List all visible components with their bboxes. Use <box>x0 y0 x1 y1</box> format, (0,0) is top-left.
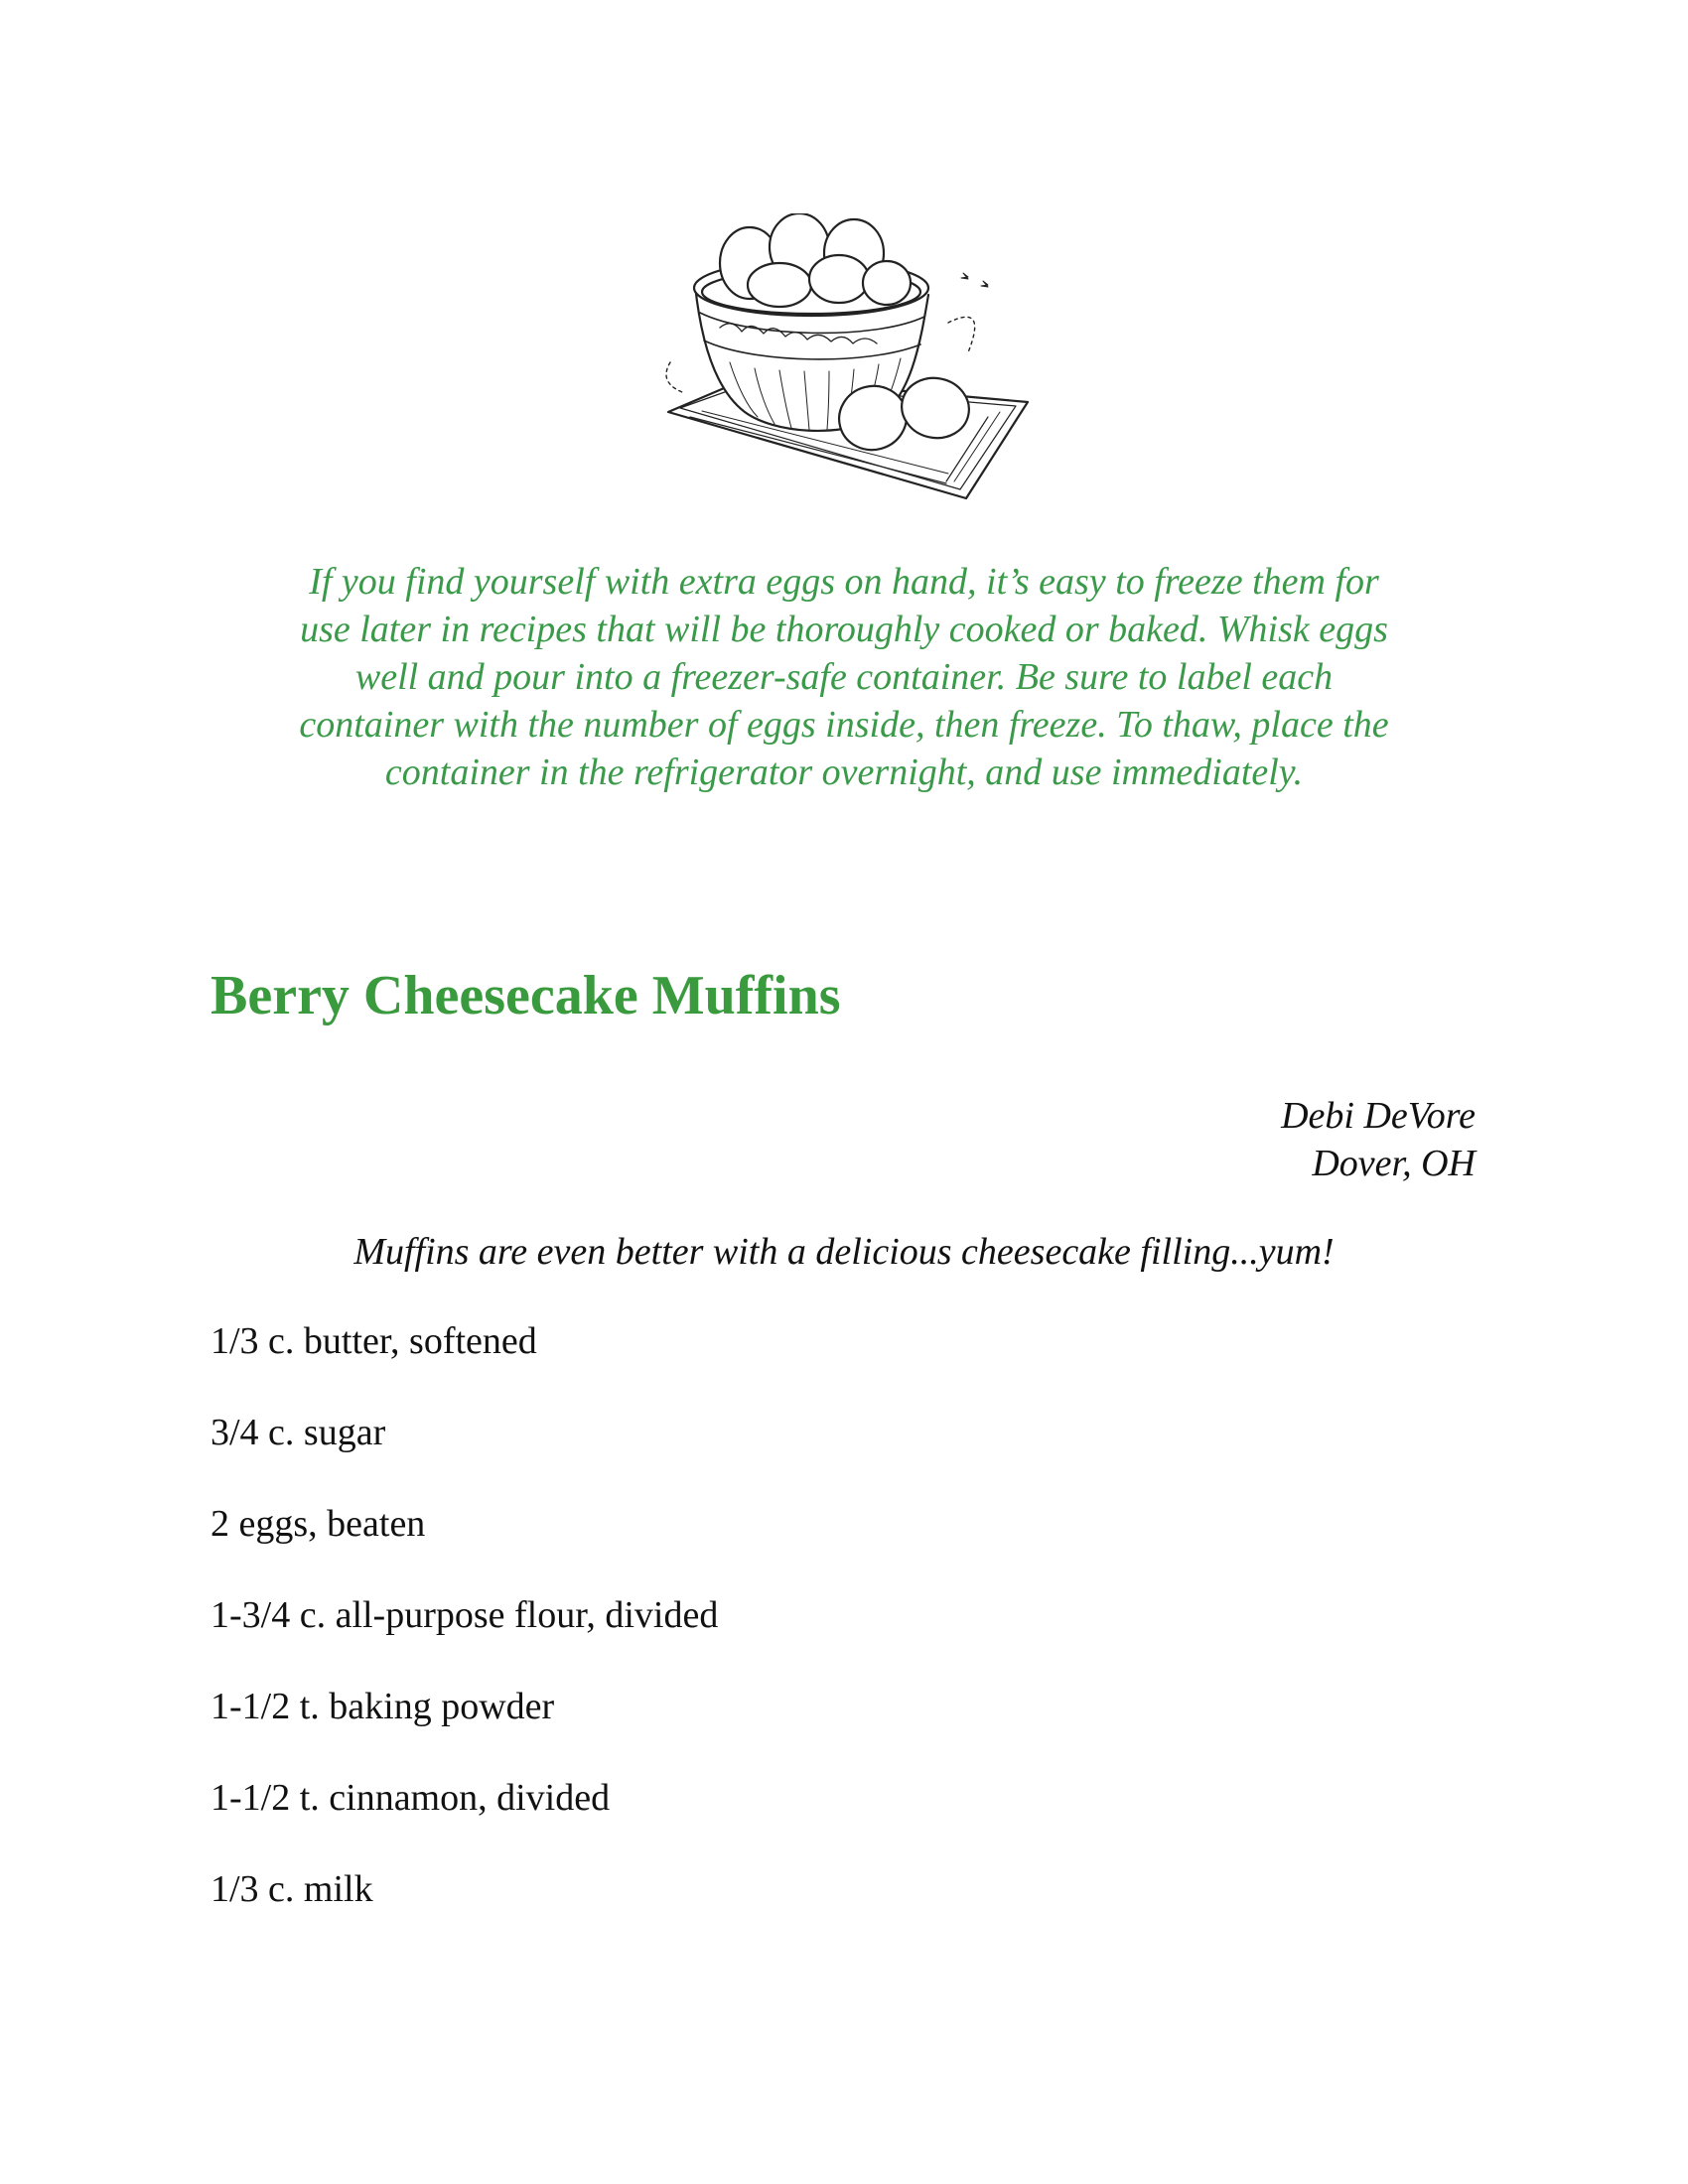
egg-bowl-illustration-icon <box>650 213 1038 511</box>
ingredient-item: 2 eggs, beaten <box>211 1503 426 1545</box>
ingredient-item: 3/4 c. sugar <box>211 1412 386 1453</box>
ingredient-item: 1-3/4 c. all-purpose flour, divided <box>211 1594 719 1636</box>
recipe-intro: Muffins are even better with a delicious cheesecake filling...yum! <box>353 1231 1335 1273</box>
author-name: Debi DeVore <box>1281 1095 1476 1137</box>
tip-line: container in the refrigerator overnight, and use immediately. <box>384 751 1304 793</box>
ingredient-item: 1/3 c. butter, softened <box>211 1320 537 1362</box>
ingredient-item: 1-1/2 t. cinnamon, divided <box>211 1777 611 1819</box>
author-location: Dover, OH <box>1312 1143 1476 1184</box>
ingredient-item: 1/3 c. milk <box>211 1868 373 1910</box>
tip-line: container with the number of eggs inside, then freeze. To thaw, place the <box>299 704 1389 746</box>
ingredient-item: 1-1/2 t. baking powder <box>211 1686 555 1727</box>
tip-line: use later in recipes that will be thoroughly cooked or baked. Whisk eggs <box>300 609 1388 650</box>
ingredient-list <box>211 1317 718 1957</box>
egg-freezing-tip <box>209 558 1479 796</box>
recipe-title: Berry Cheesecake Muffins <box>211 965 841 1026</box>
recipe-byline <box>1281 1092 1476 1187</box>
tip-line: If you find yourself with extra eggs on hand, it’s easy to freeze them for <box>309 561 1379 603</box>
tip-line: well and pour into a freezer-safe container. Be sure to label each <box>354 656 1334 698</box>
